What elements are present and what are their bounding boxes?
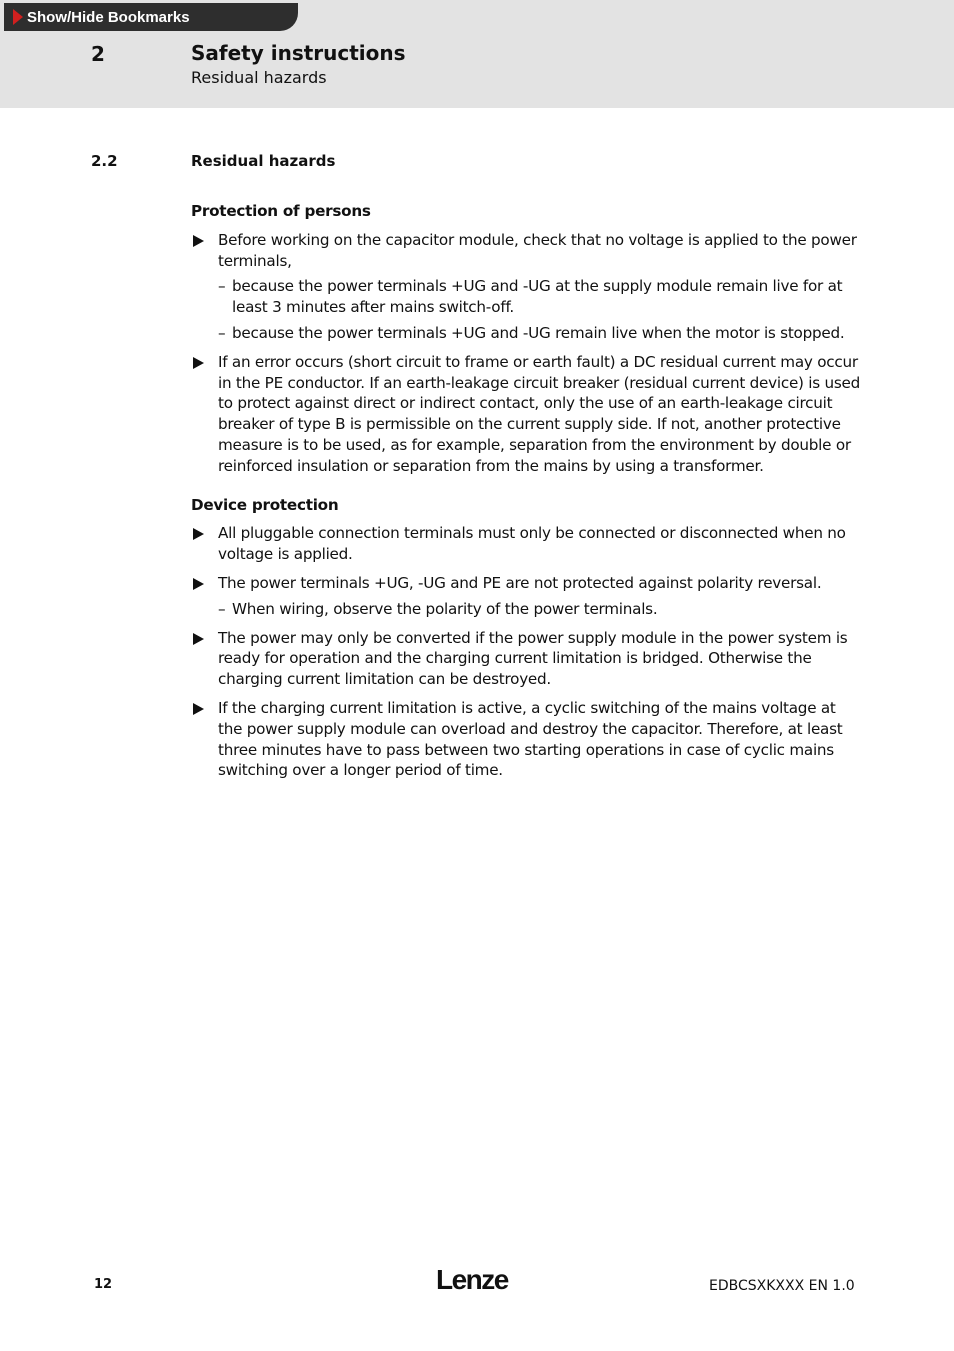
list-item-text: If the charging current limitation is active, a cyclic switching of the mains voltage at the power supply module can overload and destroy the capacitor. Therefore, at least three minutes have to pass between two starting operations in case of cyclic mains switching over a longer period of time.: [218, 698, 843, 780]
section-title: Residual hazards: [191, 152, 336, 170]
list-item: [191, 573, 863, 594]
show-hide-bookmarks-button[interactable]: [4, 3, 298, 31]
protection-of-persons-heading: Protection of persons: [191, 202, 371, 220]
page-number: 12: [94, 1277, 113, 1292]
list-item-text: If an error occurs (short circuit to frame or earth fault) a DC residual current may occur in the PE conductor. If an earth-leakage circuit breaker (residual current device) is used to protect against direct or indirect contact, only the use of an earth-leakage circuit breaker of type B is permissible on the current supply side. If not, another protective measure is to be used, as for example, separation from the environment by double or reinforced insulation or separation from the mains by using a transformer.: [218, 352, 861, 475]
lenze-logo: Lenze: [436, 1264, 508, 1295]
dash-marker: –: [218, 323, 226, 342]
sub-list-item: [191, 323, 863, 344]
triangle-right-icon: [13, 9, 23, 25]
list-item: [191, 698, 863, 781]
list-item: [191, 230, 863, 272]
document-id: EDBCSXKXXX EN 1.0: [709, 1278, 855, 1294]
sub-list-item-text: When wiring, observe the polarity of the power terminals.: [232, 599, 658, 618]
chapter-subtitle: Residual hazards: [191, 68, 327, 87]
device-protection-heading: Device protection: [191, 495, 339, 514]
sub-list-item-text: because the power terminals +UG and -UG at the supply module remain live for at least 3 minutes after mains switch-off.: [232, 277, 843, 317]
sub-list-item: [191, 599, 863, 620]
list-item-text: The power terminals +UG, -UG and PE are not protected against polarity reversal.: [218, 573, 822, 592]
sub-list-item: [191, 276, 863, 318]
chapter-title: Safety instructions: [191, 41, 406, 65]
bullet-arrow-icon: [193, 235, 204, 247]
dash-marker: –: [218, 277, 226, 296]
bullet-arrow-icon: [193, 578, 204, 590]
sub-list-item-text: because the power terminals +UG and -UG remain live when the motor is stopped.: [232, 323, 845, 342]
chapter-number: 2: [91, 42, 105, 66]
list-item: [191, 628, 863, 690]
section-number: 2.2: [91, 152, 118, 170]
bookmark-toggle-label: Show/Hide Bookmarks: [27, 8, 190, 26]
document-body: [191, 201, 863, 789]
list-item-text: The power may only be converted if the power supply module in the power system is ready for operation and the charging current limitation is bridged. Otherwise the charging current limitation can be destroyed.: [218, 628, 848, 689]
bullet-arrow-icon: [193, 633, 204, 645]
bullet-arrow-icon: [193, 528, 204, 540]
dash-marker: –: [218, 599, 226, 618]
bullet-arrow-icon: [193, 703, 204, 715]
list-item-text: All pluggable connection terminals must only be connected or disconnected when no voltage is applied.: [218, 524, 846, 564]
list-item: [191, 523, 863, 565]
list-item-text: Before working on the capacitor module, check that no voltage is applied to the power terminals,: [218, 230, 857, 270]
header-band: [0, 0, 954, 108]
bullet-arrow-icon: [193, 357, 204, 369]
list-item: [191, 352, 863, 477]
